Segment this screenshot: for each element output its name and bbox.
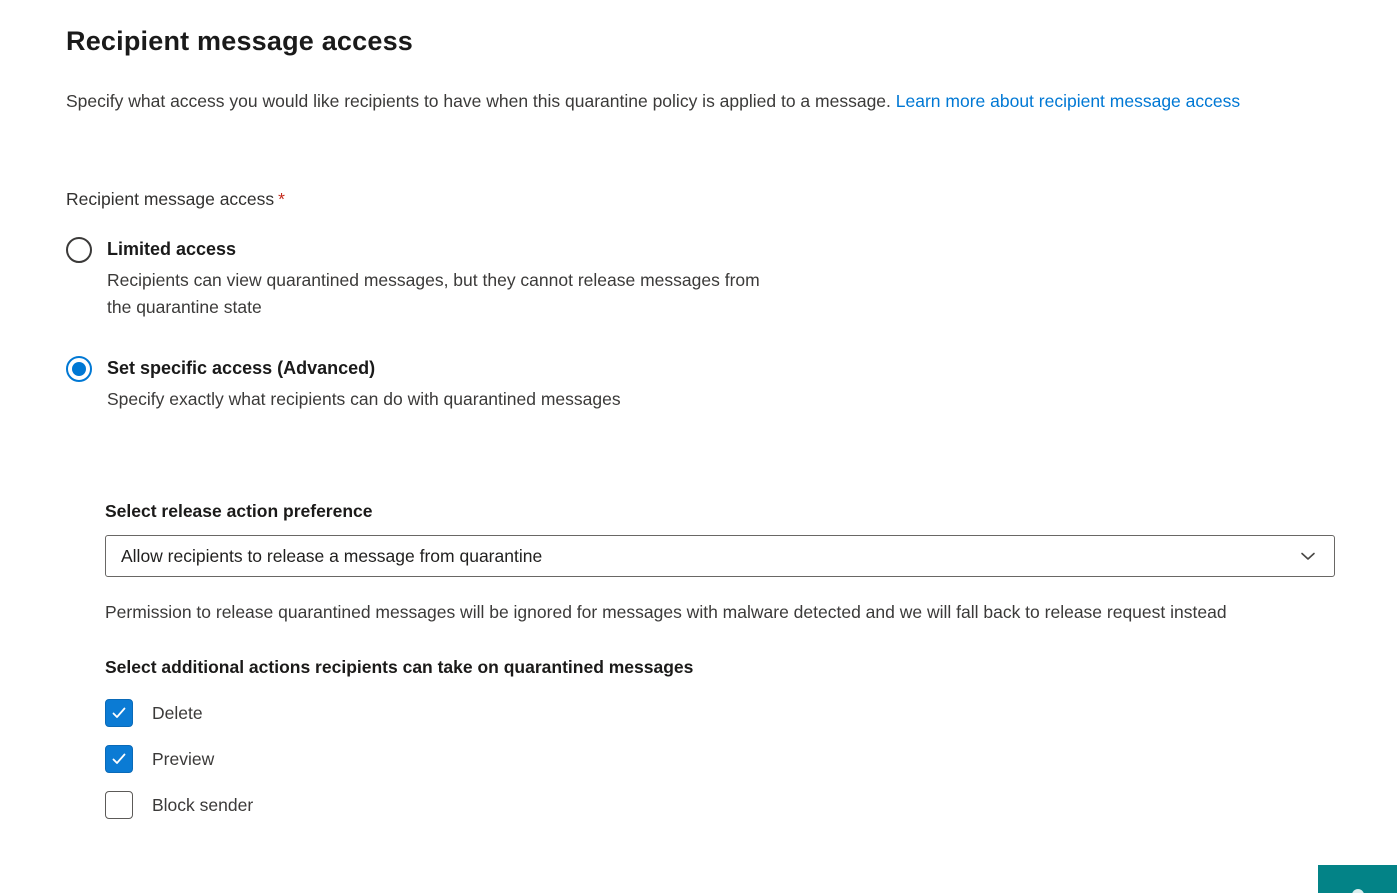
page-title: Recipient message access [66,26,414,56]
radio-button-icon[interactable] [66,237,92,263]
release-action-label: Select release action preference [105,501,373,521]
release-action-dropdown[interactable] [105,535,1335,577]
radio-dot [72,362,86,376]
recipient-access-radio-group [66,236,1335,413]
field-label [66,189,1335,210]
intro-text: Specify what access you would like recipients to have when this quarantine policy is applied to a message. [66,91,896,111]
checkbox-label: Block sender [152,794,254,815]
radio-option-description: Recipients can view quarantined messages, but they cannot release messages from the quarantine state [107,270,760,317]
radio-option-description: Specify exactly what recipients can do with quarantined messages [107,389,621,409]
checkmark-icon [110,750,128,768]
radio-option-label: Set specific access (Advanced) [107,358,376,378]
intro-paragraph [66,87,1335,115]
radio-option-limited-access[interactable] [66,236,1335,321]
learn-more-link[interactable]: Learn more about recipient message access [895,91,1241,111]
advanced-access-section [105,501,1335,819]
radio-option-text [107,236,762,321]
checkbox-preview[interactable] [105,745,133,773]
help-button[interactable] [1318,865,1397,893]
release-permission-note: Permission to release quarantined messages will be ignored for messages with malware detected and we will fall back to release request instead [105,602,1227,622]
required-asterisk: * [278,189,285,209]
checkbox-block-sender[interactable] [105,791,133,819]
radio-option-set-specific-access[interactable] [66,355,1335,413]
radio-option-label: Limited access [107,239,237,259]
dropdown-selected-value: Allow recipients to release a message from quarantine [121,545,543,566]
field-label-text: Recipient message access [66,189,275,209]
checkbox-label: Delete [152,702,203,723]
help-glyph-partial [1352,889,1364,893]
additional-actions-label: Select additional actions recipients can take on quarantined messages [105,657,694,677]
additional-actions-checkbox-list [105,699,1335,819]
radio-button-icon[interactable] [66,356,92,382]
checkbox-row-block-sender[interactable] [105,791,1335,819]
checkbox-row-delete[interactable] [105,699,1335,727]
checkbox-delete[interactable] [105,699,133,727]
checkbox-label: Preview [152,748,215,769]
checkmark-icon [110,704,128,722]
checkbox-row-preview[interactable] [105,745,1335,773]
radio-option-text [107,355,621,413]
chevron-down-icon [1298,546,1318,566]
